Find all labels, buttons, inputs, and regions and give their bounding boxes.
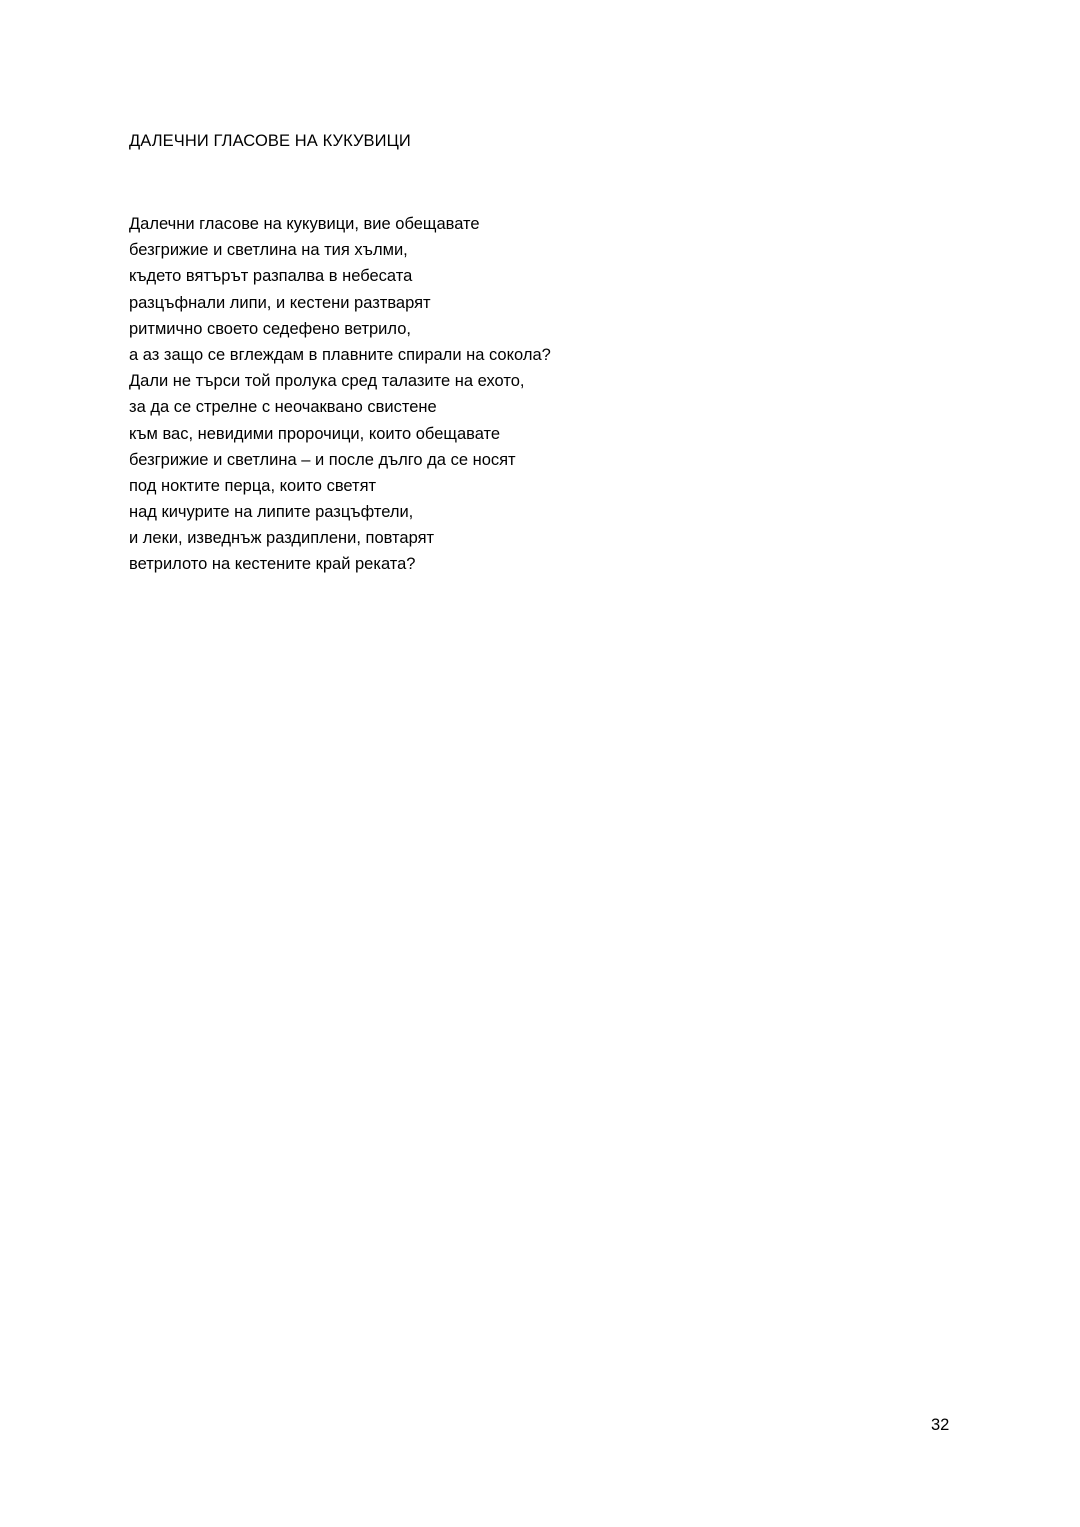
poem-line: Далечни гласове на кукувици, вие обещавате (129, 215, 480, 233)
poem-title: ДАЛЕЧНИ ГЛАСОВЕ НА КУКУВИЦИ (129, 132, 411, 150)
poem-line: ритмично своето седефено ветрило, (129, 319, 411, 338)
poem-body (129, 211, 551, 578)
page-number: 32 (931, 1416, 950, 1434)
poem-line: под ноктите перца, които светят (129, 476, 377, 495)
poem-line: Дали не търси той пролука сред талазите на ехото, (129, 372, 525, 391)
poem-line: където вятърът разпалва в небесата (129, 267, 413, 286)
poem-line: за да се стрелне с неочаквано свистене (129, 398, 437, 417)
poem-line: ветрилото на кестените край реката? (129, 555, 416, 574)
poem-line: към вас, невидими пророчици, които обещавате (129, 424, 501, 443)
poem-line: и леки, изведнъж раздиплени, повтарят (129, 529, 435, 548)
poem-line: безгрижие и светлина – и после дълго да се носят (129, 450, 516, 469)
poem-line: безгрижие и светлина на тия хълми, (129, 241, 408, 260)
poem-line: над кичурите на липите разцъфтели, (129, 503, 414, 522)
poem-line: разцъфнали липи, и кестени разтварят (129, 293, 431, 312)
poem-line: а аз защо се вглеждам в плавните спирали на сокола? (129, 345, 551, 364)
